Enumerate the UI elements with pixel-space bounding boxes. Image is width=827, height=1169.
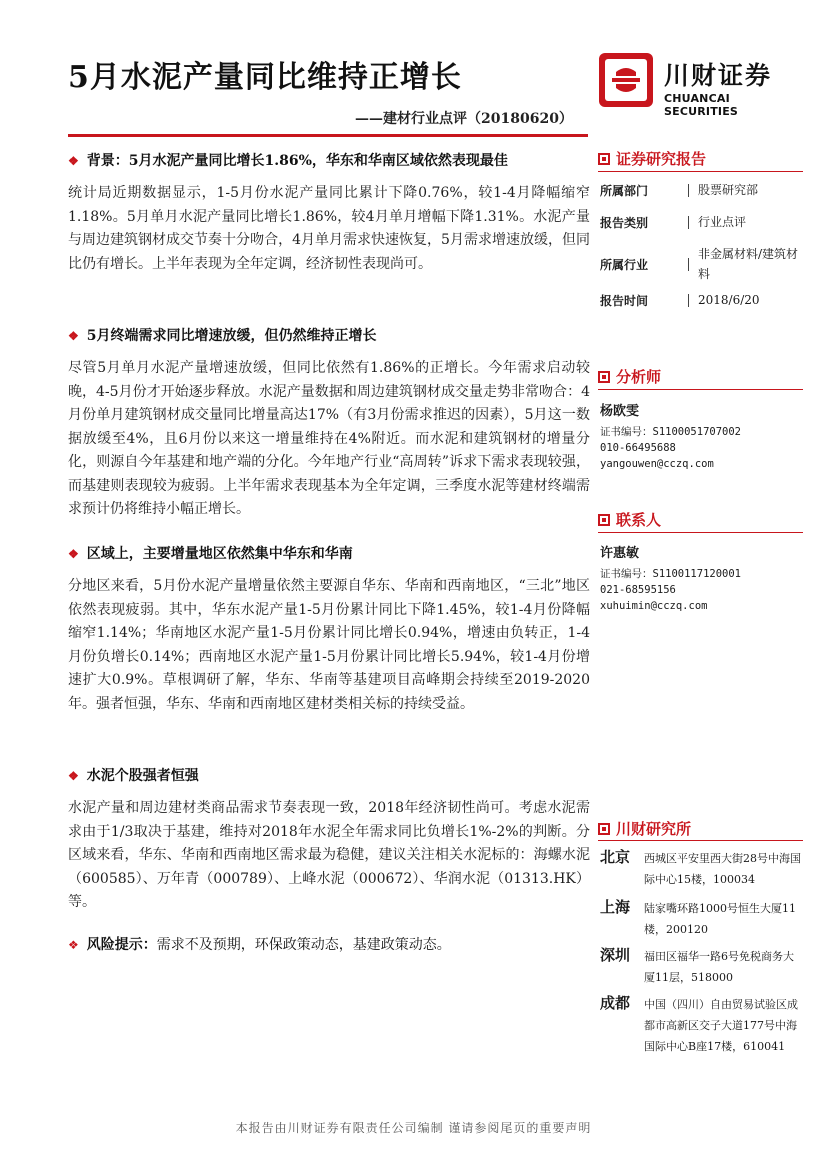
diamond-bullet-icon: ❖ [68,938,79,952]
contact-email[interactable]: xuhuimin@cczq.com [600,600,708,612]
diamond-bullet-icon: ❖ [68,769,79,783]
contact-card [600,546,741,614]
diamond-bullet-icon: ❖ [68,154,79,168]
analyst-cert: 证书编号：S1100051707002 [600,426,742,438]
section-stocks [68,765,590,915]
section-terminal-demand [68,325,590,522]
brand-name-cn: 川财证券 [664,61,773,90]
section-background [68,150,590,276]
chuancai-logo-icon [598,52,654,108]
section-body: 水泥产量和周边建材类商品需求节奏表现一致，2018年经济韧性尚可。考虑水泥需求由于1/3取决于基建，维持对2018年水泥全年需求同比负增长1%-2%的判断。分区域来看，华东、华南和西南地区需求最为稳健，建议关注相关水泥标的：海螺水泥（600585）、万年青（000789）、上峰水泥（000672）、华润水泥（01313.HK）等。 [68,800,590,910]
diamond-bullet-icon: ❖ [68,329,79,343]
square-marker-icon [598,153,610,165]
institute-heading: 川财研究所 [598,818,691,840]
analyst-email[interactable]: yangouwen@cczq.com [600,458,714,470]
sidebar-divider [598,532,803,533]
square-marker-icon [598,371,610,383]
square-marker-icon [598,514,610,526]
sidebar-divider [598,389,803,390]
section-body: 尽管5月单月水泥产量增速放缓，但同比依然有1.86%的正增长。今年需求启动较晚，4-5月份才开始逐步释放。水泥产量数据和周边建筑钢材成交量走势非常吻合：4月份单月建筑钢材成交量同比增量高达17%（有3月份需求推迟的因素），5月这一数据放缓至4%，且6月份以来这一增量维持在4%附近。而水泥和建筑钢材的增量分化，则源自今年基建和地产端的分化。今年地产行业“高周转”诉求下需求表现较强，而基建则表现较为疲弱。上半年需求表现基本为全年定调，三季度水泥等建材终端需求预计仍将维持小幅正增长。 [68,360,590,517]
risk-label: 风险提示： [86,937,157,953]
sidebar-divider [598,171,803,172]
risk-text: 需求不及预期，环保政策动态，基建政策动态。 [156,937,451,953]
analyst-heading: 分析师 [598,366,661,388]
report-subtitle: ——建材行业点评（20180620） [355,111,573,127]
brand-logo [598,52,798,118]
contact-cert: 证书编号：S1100117120001 [600,568,742,580]
risk-warning [68,934,590,956]
section-regional [68,543,590,716]
contact-phone: 021-68595156 [600,584,676,596]
section-body: 分地区来看，5月份水泥产量增量依然主要源自华东、华南和西南地区，“三北”地区依然表现疲弱。其中，华东水泥产量1-5月份累计同比下降1.45%，较1-4月份降幅缩窄1.14%；华南地区水泥产量1-5月份累计同比增长0.94%，增速由负转正，1-4月份负增长0.14%；西南地区水泥产量1-5月份累计同比增长5.94%，较1-4月份增速扩大0.9%。草根调研了解，华东、华南等基建项目高峰期会持续至2019-2020年。强者恒强，华东、华南和西南地区建材类相关标的持续受益。 [68,578,590,712]
section-heading: ❖ 水泥个股强者恒强 [68,768,199,784]
report-title: 5月水泥产量同比维持正增长 [68,60,462,95]
section-heading: ❖ 背景：5月水泥产量同比增长1.86%，华东和华南区域依然表现最佳 [68,153,508,169]
analyst-card [600,404,741,472]
brand-name-en: CHUANCAI SECURITIES [664,92,739,118]
title-divider [68,134,588,137]
square-marker-icon [598,823,610,835]
section-heading: ❖ 5月终端需求同比增速放缓，但仍然维持正增长 [68,328,377,344]
section-heading: ❖ 区域上，主要增量地区依然集中华东和华南 [68,546,353,562]
analyst-name: 杨欧雯 [600,404,640,419]
section-body: 统计局近期数据显示，1-5月份水泥产量同比累计下降0.76%，较1-4月降幅缩窄1.18%。5月单月水泥产量同比增长1.86%，较4月单月增幅下降1.31%。水泥产量与周边建筑钢材成交节奏十分吻合，4月单月需求快速恢复，5月需求增速放缓，但同比仍有增长。上半年表现为全年定调，经济韧性表现尚可。 [68,185,590,272]
report-heading: 证券研究报告 [598,148,706,170]
contact-name: 许惠敏 [600,546,640,561]
analyst-phone: 010-66495688 [600,442,676,454]
diamond-bullet-icon: ❖ [68,547,79,561]
sidebar-divider [598,840,803,841]
page-footer: 本报告由川财证券有限责任公司编制 谨请参阅尾页的重要声明 [235,1121,592,1135]
contact-heading: 联系人 [598,509,661,531]
